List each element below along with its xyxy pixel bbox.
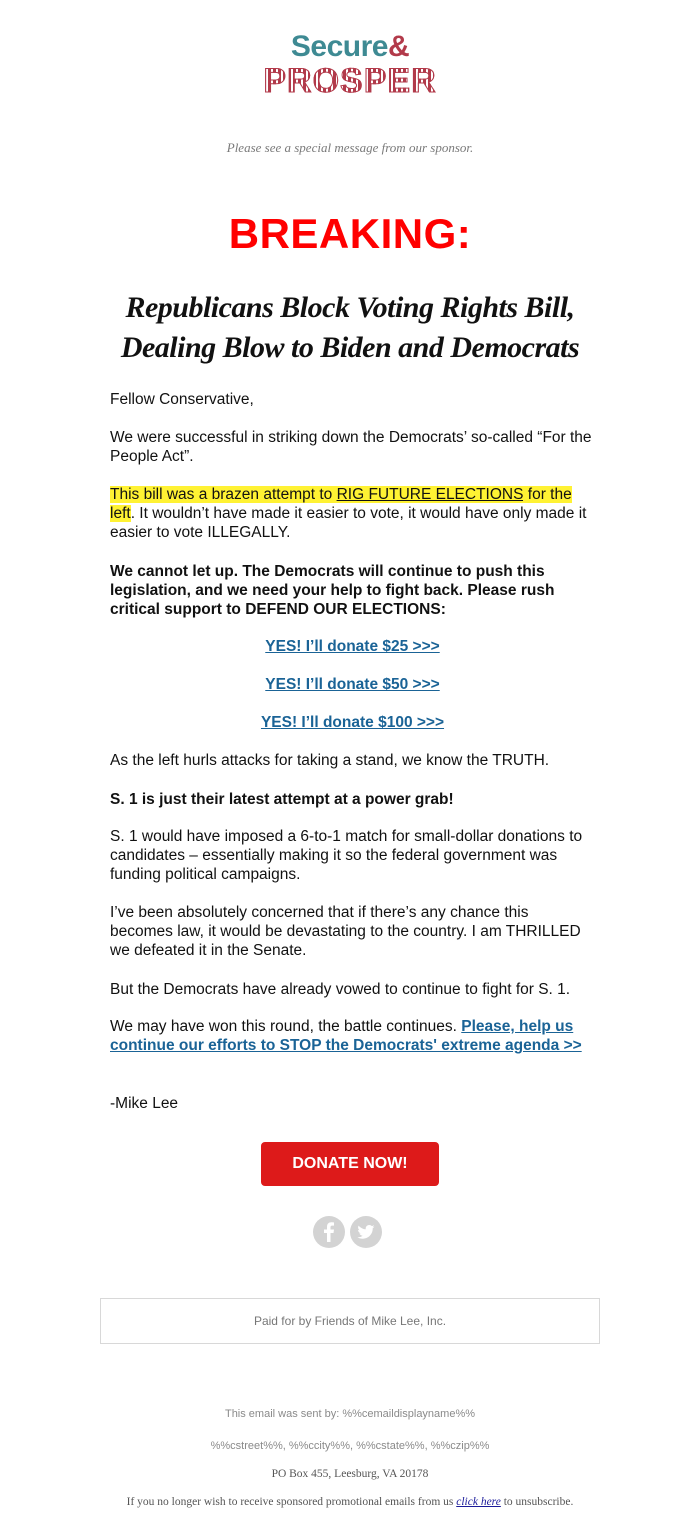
signature: -Mike Lee [110,1095,179,1112]
footer-po-box: PO Box 455, Leesburg, VA 20178 [271,1468,429,1480]
footer-sent-by: This email was sent by: %%cemaildisplayname%% [224,1408,476,1420]
paragraph-9-text: We may have won this round, the battle continues. [110,1018,462,1035]
paid-for-disclaimer: Paid for by Friends of Mike Lee, Inc. [100,1298,600,1344]
headline-line-2: Dealing Blow to Biden and Democrats [120,331,580,364]
donate-50-link[interactable]: YES! I’ll donate $50 >>> [265,676,440,693]
headline-line-1: Republicans Block Voting Rights Bill, [125,291,575,324]
sponsor-note: Please see a special message from our sponsor. [226,140,474,155]
logo-word-secure: Secure [290,30,388,63]
paragraph-2 [110,485,595,542]
footer-address-vars: %%cstreet%%, %%ccity%%, %%cstate%%, %%czip%% [210,1440,490,1452]
social-links [313,1216,383,1248]
donate-link-100-row [110,713,595,732]
facebook-icon[interactable] [313,1216,345,1248]
secure-prosper-logo [0,30,700,98]
rig-elections-link[interactable]: RIG FUTURE ELECTIONS [336,486,524,503]
paragraph-3: We cannot let up. The Democrats will continue to push this legislation, and we need your help to fight back. Please rush critical support to DEFEND OUR ELECTIONS: [110,563,555,618]
greeting: Fellow Conservative, [110,391,254,408]
unsubscribe-link[interactable]: click here [456,1496,501,1508]
highlight-text-b: for the left [110,486,572,522]
donate-25-link[interactable]: YES! I’ll donate $25 >>> [265,638,440,655]
unsubscribe-text-b: to unsubscribe. [500,1496,574,1508]
twitter-icon[interactable] [350,1216,382,1248]
donate-link-50-row [110,675,595,694]
highlight-text-a: This bill was a brazen attempt to [110,486,337,503]
paragraph-6: S. 1 would have imposed a 6-to-1 match for small-dollar donations to candidates – essentially making it so the federal government was funding political campaigns. [110,828,583,883]
paragraph-8: But the Democrats have already vowed to continue to fight for S. 1. [110,981,571,998]
paragraph-9 [110,1017,595,1055]
paragraph-7: I’ve been absolutely concerned that if there’s any chance this becomes law, it would be devastating to the country. I am THRILLED we defeated it in the Senate. [110,904,581,959]
donate-100-link[interactable]: YES! I’ll donate $100 >>> [260,714,445,731]
donate-now-button[interactable]: DONATE NOW! [261,1142,439,1186]
headline-image[interactable] [100,288,600,368]
logo-word-prosper: PROSPER [263,62,437,100]
paragraph-1: We were successful in striking down the Democrats’ so-called “For the People Act”. [110,429,592,465]
paragraph-4: As the left hurls attacks for taking a stand, we know the TRUTH. [110,752,550,769]
donate-link-25-row [110,637,595,656]
paragraph-5: S. 1 is just their latest attempt at a power grab! [110,791,454,808]
logo-ampersand: & [387,30,410,63]
paragraph-2-rest: . It wouldn’t have made it easier to vote, it would have only made it easier to vote ILLEGALLY. [110,505,587,541]
footer-unsubscribe [0,1496,700,1508]
stop-democrats-link[interactable]: Please, help us continue our efforts to STOP the Democrats' extreme agenda >> [110,1018,582,1054]
breaking-heading: BREAKING: [228,210,472,257]
unsubscribe-text-a: If you no longer wish to receive sponsored promotional emails from us [126,1496,457,1508]
